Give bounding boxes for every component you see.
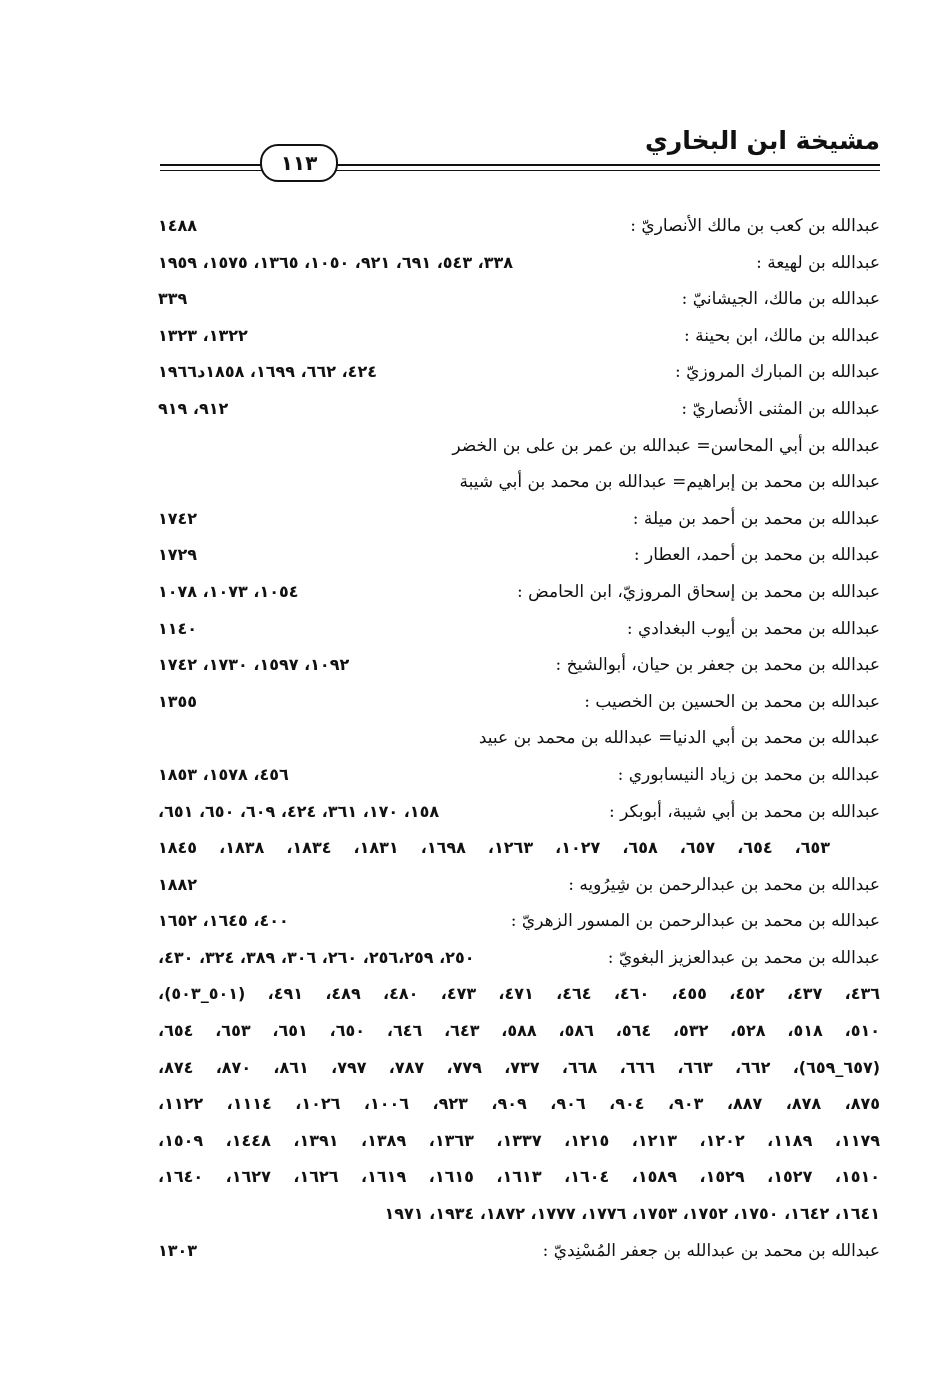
index-entry [158, 539, 880, 576]
index-entry [158, 503, 880, 540]
page-header [160, 118, 880, 178]
entry-name: عبدالله بن محمد بن عبدالله بن جعفر المُسْنِديّ : [542, 1240, 880, 1261]
index-entry [158, 722, 880, 759]
entry-references-continued [158, 1088, 880, 1125]
index-entry [158, 759, 880, 796]
entry-name: عبدالله بن محمد بن جعفر بن حيان، أبوالشيخ : [555, 655, 880, 676]
entry-name: عبدالله بن محمد بن زياد النيسابوري : [617, 764, 880, 785]
entry-name: عبدالله بن محمد بن أيوب البغدادي : [626, 618, 880, 639]
index-entry [158, 247, 880, 284]
entry-name: عبدالله بن لهيعة : [756, 252, 880, 273]
entry-references-line: ١٦٤١، ١٦٤٢، ١٧٥٠، ١٧٥٢، ١٧٥٣، ١٧٧٦، ١٧٧٧، ١٨٧٢، ١٩٣٤، ١٩٧١ [384, 1204, 880, 1224]
entry-references: ١٣٠٣ [158, 1240, 198, 1260]
entry-name: عبدالله بن محمد بن إسحاق المروزيّ، ابن الحامض : [517, 581, 880, 602]
entry-references: ١٤٨٨ [158, 216, 198, 235]
entry-references: ٩١٢، ٩١٩ [158, 398, 229, 418]
entry-name: عبدالله بن محمد بن أبي شيبة، أبوبكر : [608, 801, 880, 822]
entry-name: عبدالله بن محمد بن أحمد بن ميلة : [632, 508, 880, 529]
entry-references-continued [158, 1198, 880, 1235]
index-entry [158, 466, 880, 503]
index-entry [158, 576, 880, 613]
entry-name: عبدالله بن المبارك المروزيّ : [675, 362, 880, 383]
index-entry [158, 393, 880, 430]
entry-references-continued [158, 1125, 880, 1162]
index-entry [158, 1235, 880, 1272]
entry-references-continued [158, 1161, 880, 1198]
entry-references: ١٥٨، ١٧٠، ٣٦١، ٤٢٤، ٦٠٩، ٦٥٠، ٦٥١، [158, 801, 440, 821]
index-entry [158, 356, 880, 393]
entry-references: ١٧٤٢ [158, 508, 198, 528]
entry-references: ١٧٢٩ [158, 545, 198, 565]
entry-references-continued [158, 832, 880, 869]
entry-name: عبدالله بن محمد بن عبدالرحمن بن شِيرُويه : [568, 874, 880, 895]
entry-references: ٤٢٤، ٦٦٢، ١٦٩٩، ١٨٥٨د١٩٦٦ [158, 362, 377, 382]
entry-references-line: ٦٥٣، ٦٥٤، ٦٥٧، ٦٥٨، ١٠٢٧، ١٢٦٣، ١٦٩٨، ١٨٣١، ١٨٣٤، ١٨٣٨، ١٨٤٥ [158, 838, 831, 858]
index-entry [158, 649, 880, 686]
entry-name: عبدالله بن أبي المحاسن= عبدالله بن عمر بن على بن الخضر [452, 435, 880, 456]
entry-name: عبدالله بن مالك، ابن بحينة : [683, 325, 880, 346]
entry-name: عبدالله بن محمد بن إبراهيم= عبدالله بن محمد بن أبي شيبة [459, 472, 880, 493]
index-entry [158, 796, 880, 833]
entry-references: ٣٣٩ [158, 289, 188, 309]
index-entries [158, 210, 880, 1271]
entry-references: ٣٣٨، ٥٤٣، ٦٩١، ٩٢١، ١٠٥٠، ١٣٦٥، ١٥٧٥، ١٩٥٩ [158, 252, 514, 272]
entry-references: ١٣٥٥ [158, 691, 198, 711]
entry-references-continued [158, 978, 880, 1015]
entry-references-continued [158, 1015, 880, 1052]
entry-references-line: ٤٣٦، ٤٣٧، ٤٥٢، ٤٥٥، ٤٦٠، ٤٦٤، ٤٧١، ٤٧٣، ٤٨٠، ٤٨٩، ٤٩١، (٥٠١_٥٠٣)، [158, 984, 881, 1004]
book-title: مشيخة ابن البخاري [644, 126, 880, 155]
index-entry [158, 283, 880, 320]
entry-references-line: ٥١٠، ٥١٨، ٥٢٨، ٥٣٢، ٥٦٤، ٥٨٦، ٥٨٨، ٦٤٣، ٦٤٦، ٦٥٠، ٦٥١، ٦٥٣، ٦٥٤، [158, 1021, 880, 1041]
entry-references: ١٠٥٤، ١٠٧٣، ١٠٧٨ [158, 581, 299, 601]
entry-references-line: ١٥١٠، ١٥٢٧، ١٥٢٩، ١٥٨٩، ١٦٠٤، ١٦١٣، ١٦١٥، ١٦١٩، ١٦٢٦، ١٦٢٧، ١٦٤٠، [158, 1167, 881, 1187]
entry-references: ١٨٨٢ [158, 874, 198, 894]
entry-references-line: ٨٧٥، ٨٧٨، ٨٨٧، ٩٠٣، ٩٠٤، ٩٠٦، ٩٠٩، ٩٢٣، ١٠٠٦، ١٠٢٦، ١١١٤، ١١٢٢، [158, 1094, 881, 1114]
entry-references: ٤٥٦، ١٥٧٨، ١٨٥٣ [158, 764, 289, 784]
entry-references-line: ١١٧٩، ١١٨٩، ١٢٠٢، ١٢١٣، ١٢١٥، ١٣٣٧، ١٣٦٣، ١٣٨٩، ١٣٩١، ١٤٤٨، ١٥٠٩، [158, 1130, 881, 1150]
entry-name: عبدالله بن محمد بن عبدالرحمن بن المسور الزهريّ : [510, 911, 880, 932]
entry-name: عبدالله بن محمد بن عبدالعزيز البغويّ : [607, 947, 880, 968]
index-entry [158, 869, 880, 906]
entry-references: ١١٤٠ [158, 618, 198, 638]
entry-references: ١٣٢٢، ١٣٢٣ [158, 325, 248, 345]
index-entry [158, 686, 880, 723]
index-entry [158, 942, 880, 979]
index-entry [158, 320, 880, 357]
entry-name: عبدالله بن محمد بن الحسين بن الخصيب : [584, 691, 880, 712]
page-number-badge [260, 144, 338, 182]
entry-name: عبدالله بن محمد بن أحمد، العطار : [633, 545, 880, 566]
entry-references: ٤٠٠، ١٦٤٥، ١٦٥٢ [158, 911, 289, 931]
index-entry [158, 905, 880, 942]
entry-name: عبدالله بن كعب بن مالك الأنصاريّ : [630, 216, 880, 236]
entry-references: ٢٥٠، ٢٥٦،٢٥٩، ٢٦٠، ٣٠٦، ٣٨٩، ٣٢٤، ٤٣٠، [158, 947, 475, 967]
page-number: ١١٣ [280, 151, 318, 175]
index-entry [158, 210, 880, 247]
entry-references: ١٠٩٢، ١٥٩٧، ١٧٣٠، ١٧٤٢ [158, 655, 350, 675]
index-entry [158, 430, 880, 467]
entry-name: عبدالله بن المثنى الأنصاريّ : [681, 398, 880, 419]
index-entry [158, 613, 880, 650]
entry-name: عبدالله بن محمد بن أبي الدنيا= عبدالله بن محمد بن عبيد [478, 728, 880, 749]
entry-references-line: (٦٥٧_٦٥٩)، ٦٦٢، ٦٦٣، ٦٦٦، ٦٦٨، ٧٣٧، ٧٧٩، ٧٨٧، ٧٩٧، ٨٦١، ٨٧٠، ٨٧٤، [158, 1057, 881, 1077]
entry-references-continued [158, 1052, 880, 1089]
entry-name: عبدالله بن مالك، الجيشانيّ : [681, 289, 880, 310]
